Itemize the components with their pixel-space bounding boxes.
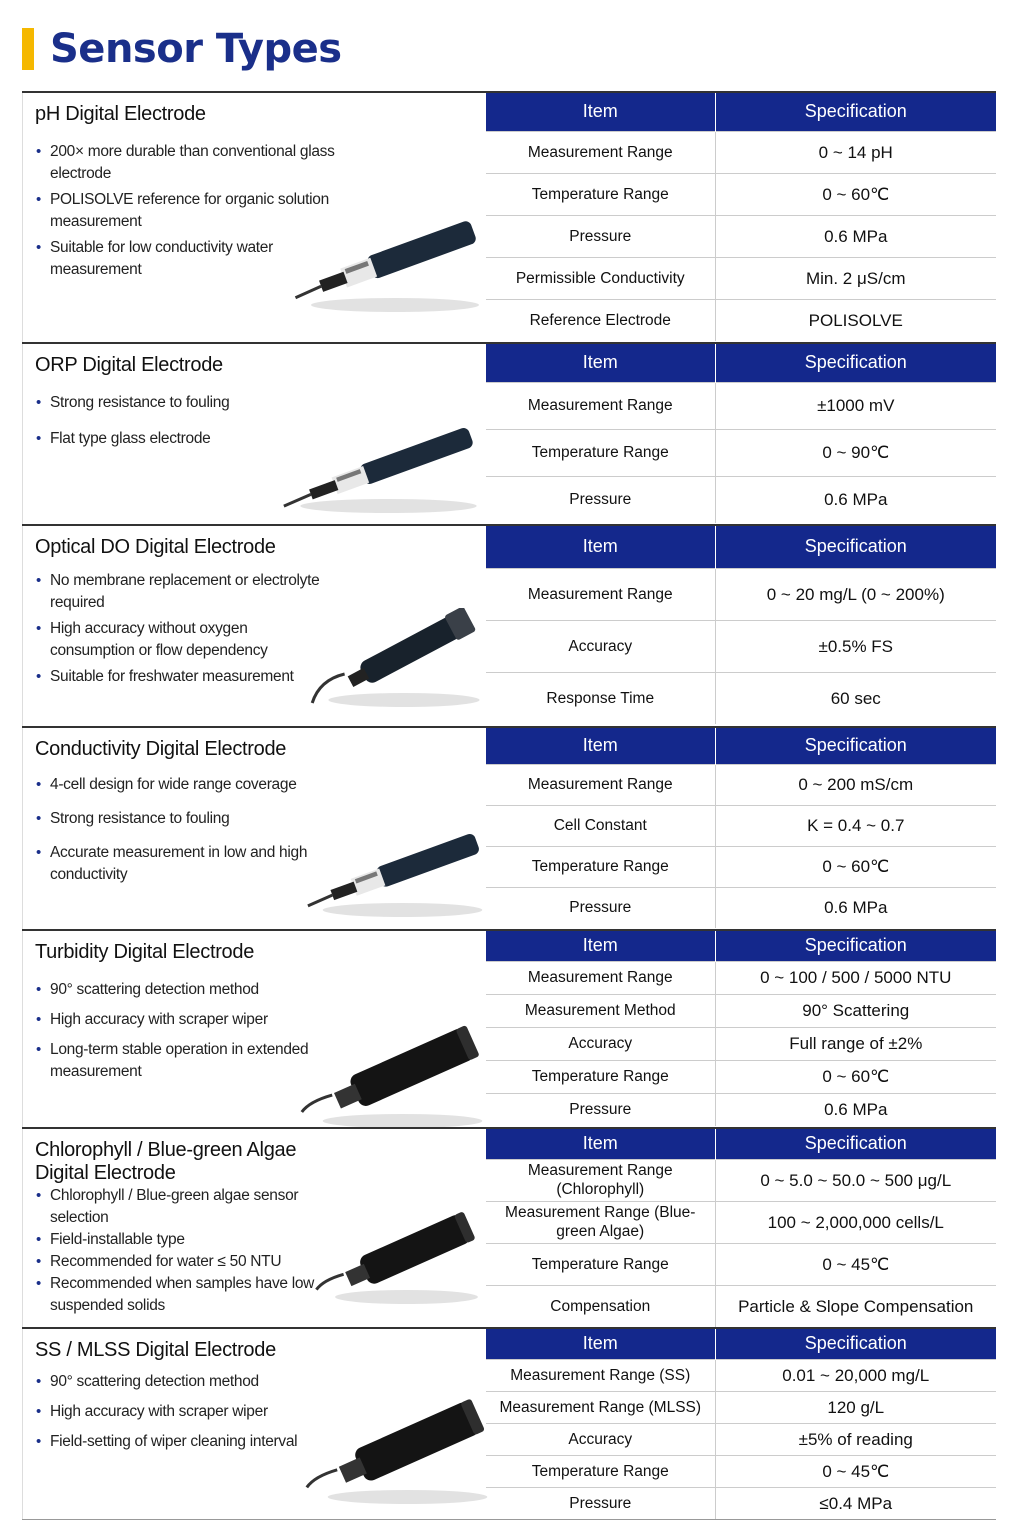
probe-shadow xyxy=(328,1490,488,1504)
spec-header-row xyxy=(486,526,996,568)
spec-item: Pressure xyxy=(486,215,715,257)
spec-table-container xyxy=(486,93,996,342)
spec-table-container xyxy=(486,1129,996,1327)
spec-row xyxy=(486,1159,996,1201)
sensor-title: pH Digital Electrode xyxy=(35,103,206,125)
spec-value: 0 ~ 60℃ xyxy=(715,173,996,215)
feature-item: • Strong resistance to fouling xyxy=(35,808,335,830)
probe-shadow xyxy=(323,903,483,917)
feature-list xyxy=(35,979,335,1083)
spec-row xyxy=(486,173,996,215)
probe-shadow xyxy=(300,499,476,513)
spec-item: Measurement Range (Chlorophyll) xyxy=(486,1159,715,1201)
spec-row xyxy=(486,429,996,476)
electrode-image xyxy=(305,608,485,708)
feature-item: • High accuracy with scraper wiper xyxy=(35,1009,335,1031)
electrode-image xyxy=(273,426,483,514)
probe-shadow xyxy=(335,1290,478,1304)
spec-value: 0 ~ 45℃ xyxy=(715,1243,996,1285)
sensor-section xyxy=(22,524,996,726)
spec-table xyxy=(486,1329,996,1519)
spec-row xyxy=(486,846,996,887)
spec-value: 0 ~ 14 pH xyxy=(715,131,996,173)
spec-row xyxy=(486,1285,996,1327)
sensor-description xyxy=(22,728,486,929)
spec-item: Accuracy xyxy=(486,1027,715,1060)
specification-header: Specification xyxy=(715,728,996,764)
spec-value: 0 ~ 60℃ xyxy=(715,1060,996,1093)
item-header: Item xyxy=(486,931,715,961)
spec-item: Temperature Range xyxy=(486,173,715,215)
sensor-description xyxy=(22,931,486,1127)
probe-shadow xyxy=(323,1114,483,1128)
feature-item: • Accurate measurement in low and high conductivity xyxy=(35,842,335,886)
feature-item: • Field-setting of wiper cleaning interval xyxy=(35,1431,335,1453)
spec-value: ±5% of reading xyxy=(715,1423,996,1455)
spec-row xyxy=(486,805,996,846)
spec-row xyxy=(486,131,996,173)
spec-row xyxy=(486,257,996,299)
spec-item: Temperature Range xyxy=(486,1243,715,1285)
spec-value: 0 ~ 90℃ xyxy=(715,429,996,476)
specification-header: Specification xyxy=(715,344,996,382)
feature-item: • 4-cell design for wide range coverage xyxy=(35,774,335,796)
specification-header: Specification xyxy=(715,931,996,961)
spec-value: 0 ~ 5.0 ~ 50.0 ~ 500 μg/L xyxy=(715,1159,996,1201)
feature-item: • High accuracy without oxygen consumption or flow dependency xyxy=(35,618,335,662)
spec-item: Response Time xyxy=(486,672,715,724)
feature-list xyxy=(35,1371,335,1453)
spec-row xyxy=(486,1201,996,1243)
page-header xyxy=(22,26,342,72)
feature-list xyxy=(35,570,335,688)
spec-value: ±1000 mV xyxy=(715,382,996,429)
spec-item: Temperature Range xyxy=(486,429,715,476)
specification-header: Specification xyxy=(715,93,996,131)
sensor-section xyxy=(22,342,996,524)
sensor-description xyxy=(22,1329,486,1519)
spec-item: Measurement Range xyxy=(486,764,715,805)
spec-table-container xyxy=(486,1329,996,1519)
spec-value: 90° Scattering xyxy=(715,994,996,1027)
feature-item: • Field-installable type xyxy=(35,1229,335,1251)
sensor-description xyxy=(22,93,486,342)
spec-item: Permissible Conductivity xyxy=(486,257,715,299)
sensor-description xyxy=(22,344,486,524)
feature-item: • 200× more durable than conventional glass electrode xyxy=(35,141,335,185)
spec-row xyxy=(486,1455,996,1487)
spec-item: Measurement Range xyxy=(486,568,715,620)
electrode-image xyxy=(313,1209,483,1305)
feature-item: • Strong resistance to fouling xyxy=(35,392,335,414)
item-header: Item xyxy=(486,344,715,382)
spec-table xyxy=(486,1129,996,1327)
spec-table xyxy=(486,526,996,724)
spec-value: 120 g/L xyxy=(715,1391,996,1423)
spec-row xyxy=(486,1359,996,1391)
spec-item: Pressure xyxy=(486,476,715,523)
spec-row xyxy=(486,215,996,257)
spec-table-container xyxy=(486,526,996,726)
spec-item: Measurement Range (Blue-green Algae) xyxy=(486,1201,715,1243)
spec-row xyxy=(486,672,996,724)
spec-item: Measurement Range (SS) xyxy=(486,1359,715,1391)
spec-row xyxy=(486,764,996,805)
page-title: Sensor Types xyxy=(50,26,342,72)
spec-value: 0.6 MPa xyxy=(715,215,996,257)
spec-table xyxy=(486,931,996,1126)
item-header: Item xyxy=(486,1129,715,1159)
spec-row xyxy=(486,1027,996,1060)
spec-header-row xyxy=(486,1129,996,1159)
specification-header: Specification xyxy=(715,526,996,568)
electrode-image xyxy=(303,1395,493,1505)
spec-table xyxy=(486,728,996,928)
item-header: Item xyxy=(486,526,715,568)
feature-item: • Recommended when samples have low suspended solids xyxy=(35,1273,335,1317)
sensor-title: Optical DO Digital Electrode xyxy=(35,536,276,558)
spec-row xyxy=(486,961,996,994)
spec-value: Full range of ±2% xyxy=(715,1027,996,1060)
spec-value: 100 ~ 2,000,000 cells/L xyxy=(715,1201,996,1243)
spec-value: Particle & Slope Compensation xyxy=(715,1285,996,1327)
spec-row xyxy=(486,994,996,1027)
spec-row xyxy=(486,382,996,429)
sensor-title: SS / MLSS Digital Electrode xyxy=(35,1339,276,1361)
spec-value: 0 ~ 20 mg/L (0 ~ 200%) xyxy=(715,568,996,620)
spec-table xyxy=(486,93,996,341)
sensor-title: Turbidity Digital Electrode xyxy=(35,941,255,963)
spec-item: Measurement Range xyxy=(486,961,715,994)
item-header: Item xyxy=(486,93,715,131)
spec-row xyxy=(486,1391,996,1423)
feature-list xyxy=(35,774,335,886)
feature-item: • Suitable for low conductivity water measurement xyxy=(35,237,335,281)
spec-item: Measurement Method xyxy=(486,994,715,1027)
spec-header-row xyxy=(486,93,996,131)
spec-row xyxy=(486,476,996,523)
sensor-description xyxy=(22,526,486,726)
spec-row xyxy=(486,1093,996,1126)
electrode-image xyxy=(298,1023,488,1129)
sensor-section xyxy=(22,726,996,929)
spec-table-container xyxy=(486,728,996,929)
spec-row xyxy=(486,1423,996,1455)
feature-item: • Recommended for water ≤ 50 NTU xyxy=(35,1251,335,1273)
spec-item: Pressure xyxy=(486,1487,715,1519)
spec-item: Accuracy xyxy=(486,1423,715,1455)
electrode-image xyxy=(285,213,485,313)
spec-item: Reference Electrode xyxy=(486,299,715,341)
spec-value: 0.6 MPa xyxy=(715,476,996,523)
spec-row xyxy=(486,1060,996,1093)
specification-header: Specification xyxy=(715,1329,996,1359)
spec-row xyxy=(486,299,996,341)
spec-value: K = 0.4 ~ 0.7 xyxy=(715,805,996,846)
sensor-section xyxy=(22,1327,996,1520)
sensor-section xyxy=(22,91,996,342)
spec-value: 0 ~ 200 mS/cm xyxy=(715,764,996,805)
sensor-title: ORP Digital Electrode xyxy=(35,354,223,376)
spec-value: 0 ~ 100 / 500 / 5000 NTU xyxy=(715,961,996,994)
spec-value: 0 ~ 60℃ xyxy=(715,846,996,887)
spec-header-row xyxy=(486,931,996,961)
spec-row xyxy=(486,887,996,928)
spec-item: Temperature Range xyxy=(486,1455,715,1487)
spec-header-row xyxy=(486,1329,996,1359)
spec-item: Compensation xyxy=(486,1285,715,1327)
sensor-description xyxy=(22,1129,486,1327)
spec-table xyxy=(486,344,996,523)
title-accent-bar xyxy=(22,28,34,70)
spec-value: 0.6 MPa xyxy=(715,1093,996,1126)
spec-value: 0.6 MPa xyxy=(715,887,996,928)
spec-item: Temperature Range xyxy=(486,846,715,887)
item-header: Item xyxy=(486,1329,715,1359)
spec-value: ≤0.4 MPa xyxy=(715,1487,996,1519)
spec-value: 0 ~ 45℃ xyxy=(715,1455,996,1487)
electrode-image xyxy=(298,828,488,918)
spec-header-row xyxy=(486,728,996,764)
spec-item: Cell Constant xyxy=(486,805,715,846)
item-header: Item xyxy=(486,728,715,764)
spec-value: 0.01 ~ 20,000 mg/L xyxy=(715,1359,996,1391)
spec-item: Temperature Range xyxy=(486,1060,715,1093)
spec-item: Pressure xyxy=(486,1093,715,1126)
feature-item: • Flat type glass electrode xyxy=(35,428,335,450)
sensor-sections xyxy=(22,91,996,1520)
spec-item: Measurement Range xyxy=(486,382,715,429)
spec-value: POLISOLVE xyxy=(715,299,996,341)
spec-row xyxy=(486,620,996,672)
spec-row xyxy=(486,1487,996,1519)
feature-item: • 90° scattering detection method xyxy=(35,979,335,1001)
sensor-title: Conductivity Digital Electrode xyxy=(35,738,287,760)
specification-header: Specification xyxy=(715,1129,996,1159)
spec-row xyxy=(486,1243,996,1285)
spec-value: Min. 2 μS/cm xyxy=(715,257,996,299)
sensor-title: Chlorophyll / Blue-green Algae Digital Electrode xyxy=(35,1139,297,1184)
probe-shadow xyxy=(328,693,479,707)
spec-item: Pressure xyxy=(486,887,715,928)
spec-row xyxy=(486,568,996,620)
feature-item: • No membrane replacement or electrolyte required xyxy=(35,570,335,614)
feature-item: • Chlorophyll / Blue-green algae sensor selection xyxy=(35,1185,335,1229)
spec-table-container xyxy=(486,344,996,524)
spec-table-container xyxy=(486,931,996,1127)
feature-item: • 90° scattering detection method xyxy=(35,1371,335,1393)
sensor-section xyxy=(22,1127,996,1327)
probe-shadow xyxy=(311,298,479,312)
spec-header-row xyxy=(486,344,996,382)
feature-list xyxy=(35,1185,335,1317)
feature-item: • Suitable for freshwater measurement xyxy=(35,666,335,688)
spec-item: Measurement Range xyxy=(486,131,715,173)
spec-value: 60 sec xyxy=(715,672,996,724)
spec-item: Accuracy xyxy=(486,620,715,672)
spec-value: ±0.5% FS xyxy=(715,620,996,672)
sensor-section xyxy=(22,929,996,1127)
feature-item: • High accuracy with scraper wiper xyxy=(35,1401,335,1423)
spec-item: Measurement Range (MLSS) xyxy=(486,1391,715,1423)
feature-item: • POLISOLVE reference for organic solution measurement xyxy=(35,189,335,233)
feature-item: • Long-term stable operation in extended measurement xyxy=(35,1039,335,1083)
